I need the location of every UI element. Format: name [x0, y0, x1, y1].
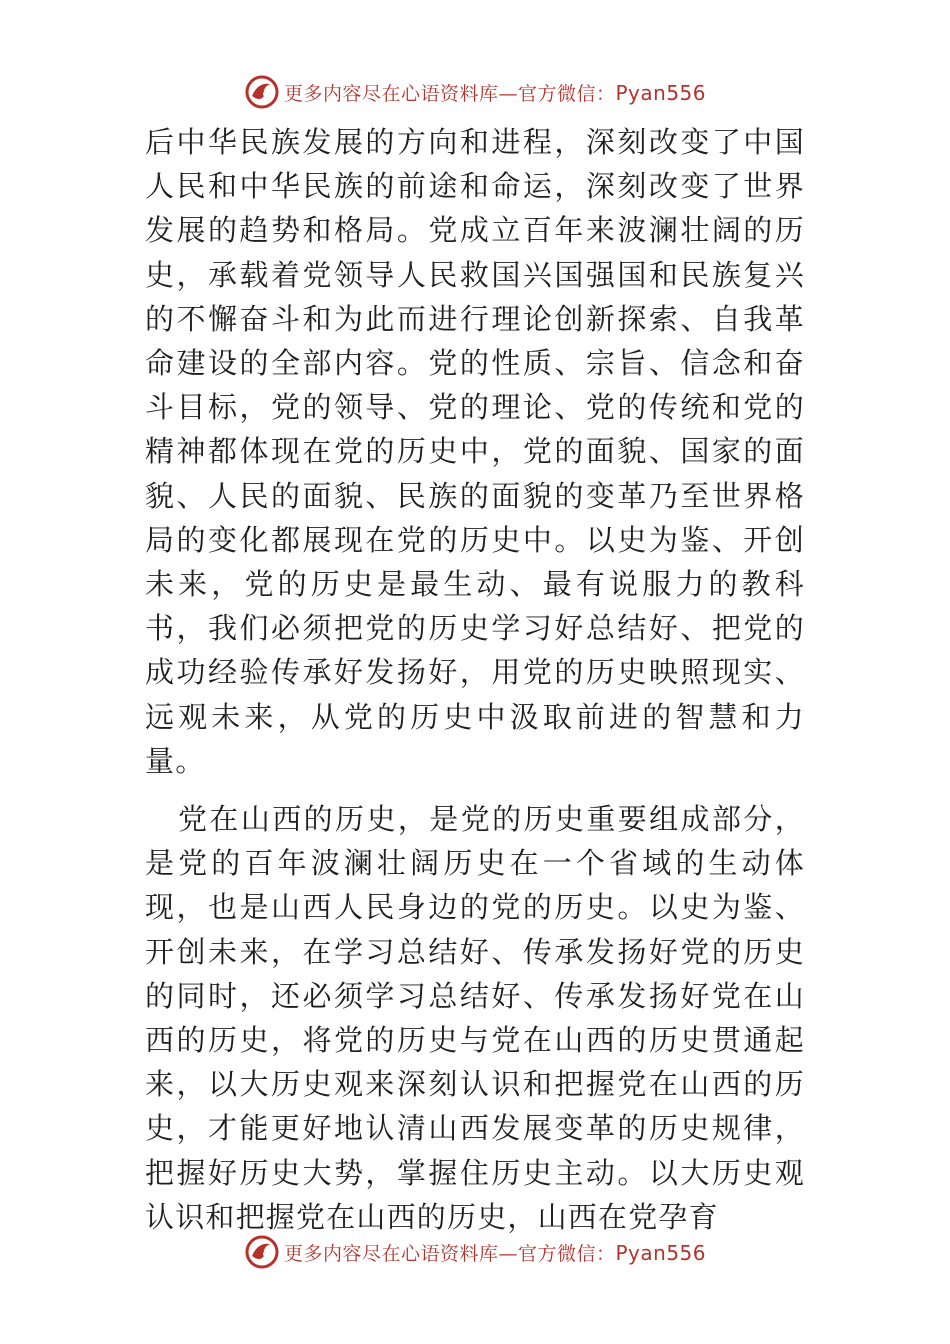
header-wechat-id: Pyan556	[615, 80, 707, 105]
header-wechat-label: 官方微信：	[517, 82, 616, 105]
header-banner	[0, 70, 950, 114]
footer-dash: —	[498, 1242, 518, 1265]
body-paragraph-2: 党在山西的历史，是党的历史重要组成部分，是党的百年波澜壮阔历史在一个省域的生动体现，也是山西人民身边的党的历史。以史为鉴、开创未来，在学习总结好、传承发扬好党的历史的同时，还必须学习总结好、传承发扬好党在山西的历史，将党的历史与党在山西的历史贯通起来，以大历史观来深刻认识和把握党在山西的历史，才能更好地认清山西发展变革的历史规律，把握好历史大势，掌握住历史主动。以大历史观认识和把握党在山西的历史，山西在党孕育	[145, 802, 805, 1234]
logo-icon	[244, 74, 280, 110]
footer-banner	[0, 1230, 950, 1274]
body-paragraph-1: 后中华民族发展的方向和进程，深刻改变了中国人民和中华民族的前途和命运，深刻改变了世界发展的趋势和格局。党成立百年来波澜壮阔的历史，承载着党领导人民救国兴国强国和民族复兴的不懈奋斗和为此而进行理论创新探索、自我革命建设的全部内容。党的性质、宗旨、信念和奋斗目标，党的领导、党的理论、党的传统和党的精神都体现在党的历史中，党的面貌、国家的面貌、人民的面貌、民族的面貌的变革乃至世界格局的变化都展现在党的历史中。以史为鉴、开创未来，党的历史是最生动、最有说服力的教科书，我们必须把党的历史学习好总结好、把党的成功经验传承好发扬好，用党的历史映照现实、远观未来，从党的历史中汲取前进的智慧和力量。	[145, 125, 805, 778]
footer-wechat-label: 官方微信：	[517, 1242, 616, 1265]
document-body	[145, 120, 805, 1239]
footer-text	[284, 1239, 706, 1266]
header-dash: —	[498, 82, 518, 105]
footer-site-name: 更多内容尽在心语资料库	[283, 1242, 499, 1265]
footer-wechat-id: Pyan556	[615, 1240, 707, 1265]
header-site-name: 更多内容尽在心语资料库	[283, 82, 499, 105]
logo-icon	[244, 1234, 280, 1270]
header-text	[284, 79, 706, 106]
